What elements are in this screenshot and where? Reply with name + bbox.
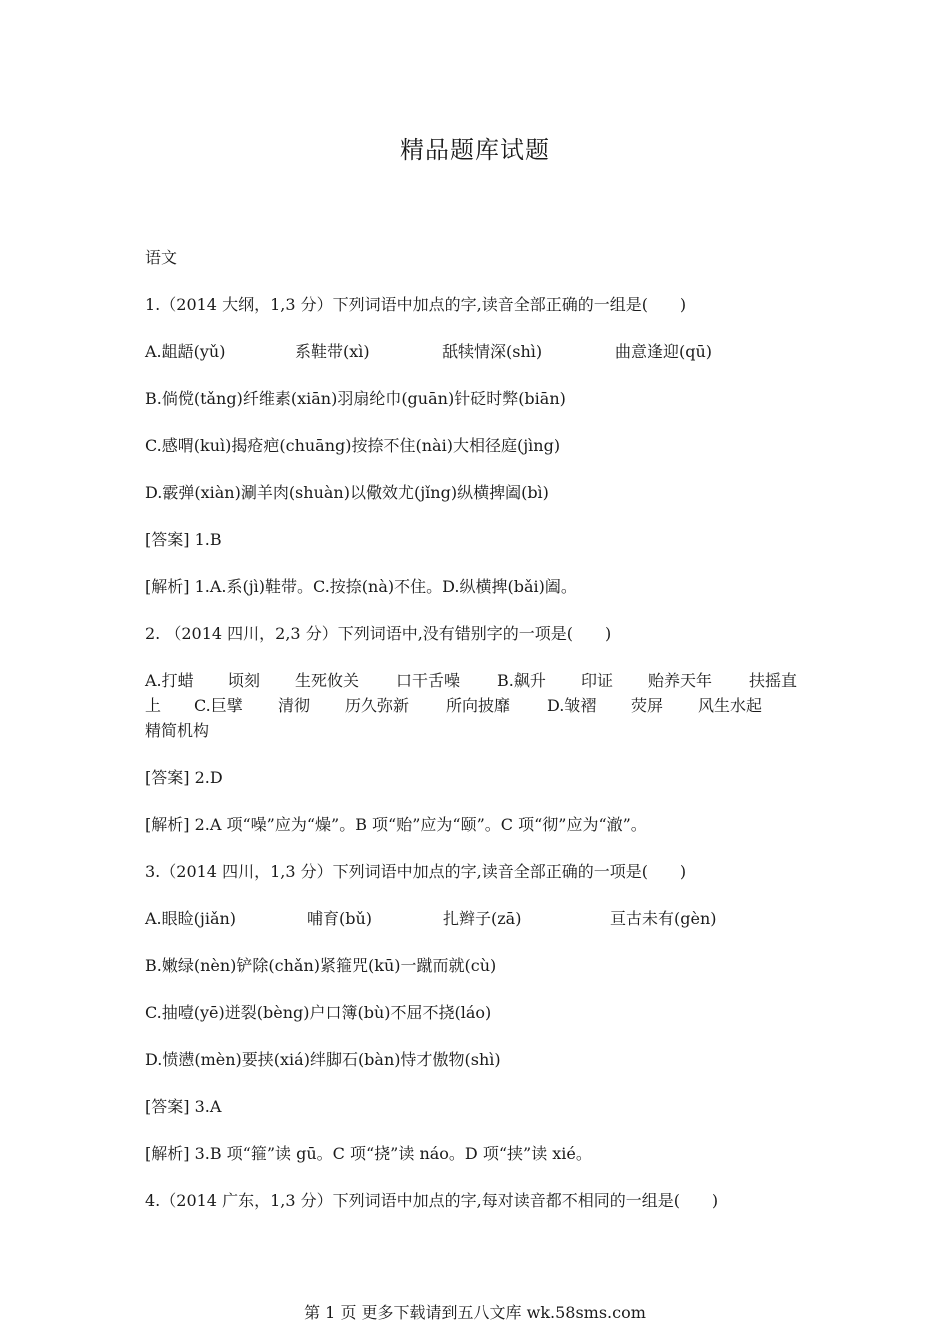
option-item: 所向披靡 — [446, 696, 511, 715]
option-item: 扶摇直 — [749, 671, 798, 690]
option-item: A.龃龉(yǔ) — [145, 342, 226, 361]
question-2-answer: [答案] 2.D — [145, 768, 223, 787]
page-footer: 第 1 页 更多下载请到五八文库 wk.58sms.com — [304, 1303, 646, 1322]
question-1-option-b: B.倘傥(tǎng)纤维素(xiān)羽扇纶巾(guān)针砭时弊(biān) — [145, 389, 566, 408]
question-1-option-c: C.感喟(kuì)揭疮疤(chuāng)按捺不住(nài)大相径庭(jìng) — [145, 436, 561, 455]
question-2-stem: 2. （2014 四川，2,3 分）下列词语中,没有错别字的一项是( ) — [145, 624, 612, 643]
question-3-stem: 3.（2014 四川，1,3 分）下列词语中加点的字,读音全部正确的一项是( ) — [145, 862, 687, 881]
question-2-options-row-2 — [145, 693, 810, 717]
option-item: 扎辫子(zā) — [443, 909, 522, 928]
question-3-option-a — [145, 906, 810, 930]
option-item: 贻养天年 — [648, 671, 713, 690]
option-item: 荧屏 — [631, 696, 664, 715]
question-2-options-row-3 — [145, 718, 810, 742]
option-item: 系鞋带(xì) — [295, 342, 370, 361]
question-2-analysis: [解析] 2.A 项“噪”应为“燥”。B 项“贻”应为“颐”。C 项“彻”应为“澈”。 — [145, 815, 647, 834]
option-item: 精简机构 — [145, 721, 210, 740]
option-item: 清彻 — [278, 696, 311, 715]
question-1-option-d: D.霰弹(xiàn)涮羊肉(shuàn)以儆效尤(jǐng)纵横捭阖(bì) — [145, 483, 549, 502]
option-item: 印证 — [581, 671, 614, 690]
option-item: 舐犊情深(shì) — [442, 342, 543, 361]
option-item: 亘古未有(gèn) — [610, 909, 717, 928]
question-3-answer: [答案] 3.A — [145, 1097, 222, 1116]
page-title: 精品题库试题 — [400, 136, 550, 164]
option-item: 口干舌噪 — [396, 671, 461, 690]
question-4-stem: 4.（2014 广东，1,3 分）下列词语中加点的字,每对读音都不相同的一组是( ) — [145, 1191, 719, 1210]
question-1-analysis: [解析] 1.A.系(jì)鞋带。C.按捺(nà)不住。D.纵横捭(bǎi)阖。 — [145, 577, 577, 596]
question-1-answer: [答案] 1.B — [145, 530, 222, 549]
question-1-option-a — [145, 339, 810, 363]
option-item: C.巨擘 — [194, 696, 243, 715]
option-item: 哺育(bǔ) — [307, 909, 373, 928]
question-3-analysis: [解析] 3.B 项“箍”读 gū。C 项“挠”读 náo。D 项“挟”读 xié。 — [145, 1144, 592, 1163]
option-item: 顷刻 — [228, 671, 261, 690]
option-item: 历久弥新 — [345, 696, 410, 715]
option-item: B.飙升 — [497, 671, 546, 690]
option-item: 生死攸关 — [295, 671, 360, 690]
subject-label: 语文 — [145, 248, 178, 267]
question-1-stem: 1.（2014 大纲，1,3 分）下列词语中加点的字,读音全部正确的一组是( ) — [145, 295, 687, 314]
question-2-options-row-1 — [145, 668, 810, 692]
option-item: A.打蜡 — [145, 671, 194, 690]
question-3-option-d: D.愤懑(mèn)要挟(xiá)绊脚石(bàn)恃才傲物(shì) — [145, 1050, 501, 1069]
option-item: 上 — [145, 696, 162, 715]
option-item: D.皱褶 — [547, 696, 597, 715]
question-3-option-c: C.抽噎(yē)迸裂(bèng)户口簿(bù)不屈不挠(láo) — [145, 1003, 492, 1022]
question-3-option-b: B.嫩绿(nèn)铲除(chǎn)紧箍咒(kū)一蹴而就(cù) — [145, 956, 497, 975]
option-item: 曲意逢迎(qū) — [615, 342, 713, 361]
option-item: A.眼睑(jiǎn) — [145, 909, 237, 928]
option-item: 风生水起 — [698, 696, 763, 715]
